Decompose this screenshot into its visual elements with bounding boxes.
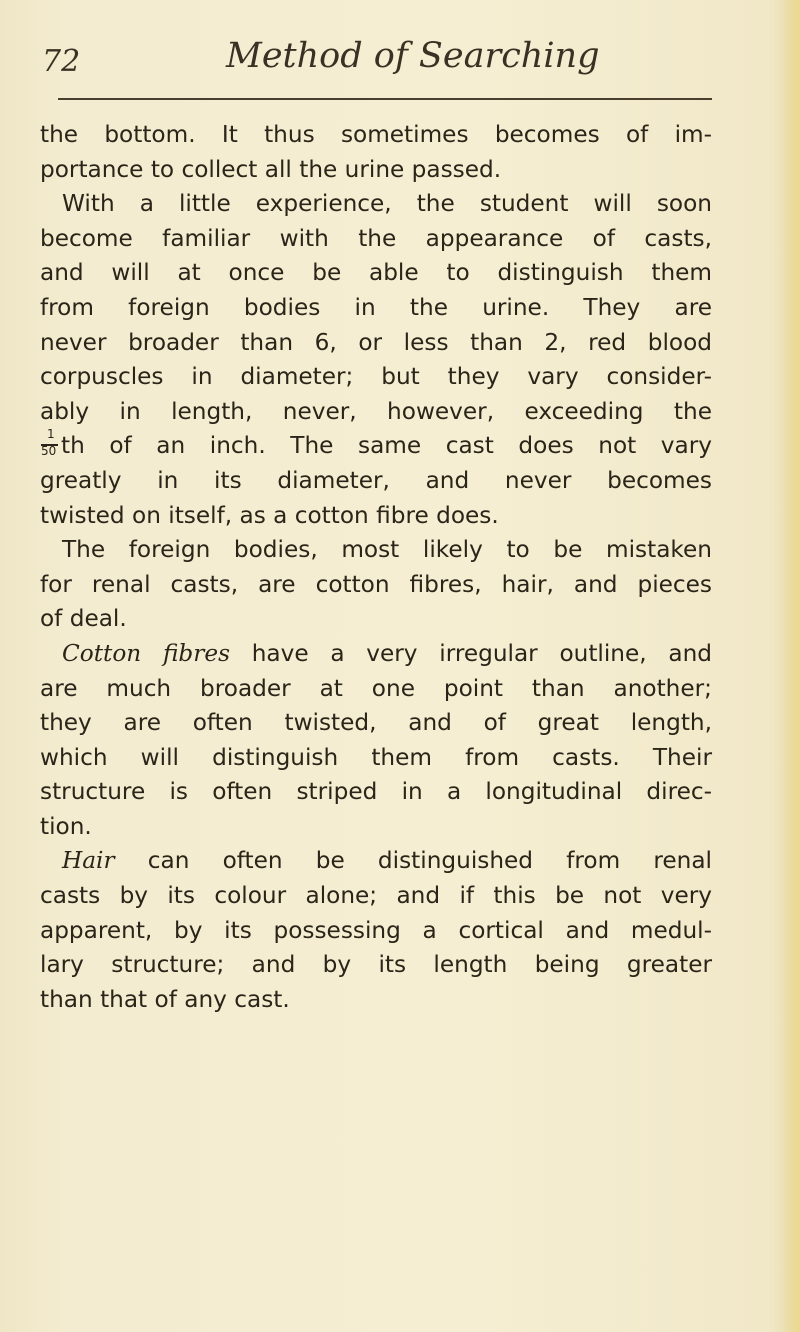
text-line [40,637,712,672]
text-line: the bottom. It thus sometimes becomes of im- [40,121,712,148]
page-edge [782,0,800,1332]
text-line: twisted on itself, as a cotton fibre does. [40,501,499,529]
text-line: are much broader at one point than another; [40,674,712,702]
text-line: from foreign bodies in the urine. They are [40,293,712,321]
text-segment: can often be distinguished from renal [114,847,712,875]
text-line: they are often twisted, and of great length, [40,709,712,737]
text-line: ably in length, never, however, exceeding the [40,397,712,425]
body-text [40,118,712,1017]
italic-term: Hair [62,847,115,875]
page-number: 72 [42,44,81,79]
text-line: for renal casts, are cotton fibres, hair, and pieces [40,570,712,598]
text-segment: have a very irregular outline, and [229,639,712,667]
fraction [40,427,60,459]
text-line: corpuscles in diameter; but they vary consider- [40,363,712,391]
text-line: structure is often striped in a longitudinal direc- [40,778,712,806]
italic-term: Cotton fibres [62,639,230,667]
text-line: of deal. [40,605,127,633]
text-segment: th of an inch. The same cast does not vary [61,432,712,460]
text-line: portance to collect all the urine passed. [40,155,502,183]
text-line: greatly in its diameter, and never becomes [40,466,712,494]
text-line: than that of any cast. [40,985,290,1013]
text-line [40,844,712,879]
fraction-numerator: 1 [47,427,55,442]
text-line: The foreign bodies, most likely to be mistaken [62,536,712,564]
text-line: With a little experience, the student will soon [62,190,712,218]
text-line: become familiar with the appearance of casts, [40,224,712,252]
text-line: which will distinguish them from casts. Their [40,743,712,771]
text-line: never broader than 6, or less than 2, red blood [40,328,712,356]
text-line: and will at once be able to distinguish them [40,259,712,287]
text-line: lary structure; and by its length being greater [40,951,712,979]
text-line-fraction [40,429,712,464]
text-line: casts by its colour alone; and if this be not very [40,882,712,910]
page-header [38,34,718,94]
header-rule [58,98,712,100]
fraction-denominator: 50 [41,444,57,459]
text-line: tion. [40,812,92,840]
running-title: Method of Searching [226,36,600,76]
text-line: apparent, by its possessing a cortical and medul- [40,916,712,944]
